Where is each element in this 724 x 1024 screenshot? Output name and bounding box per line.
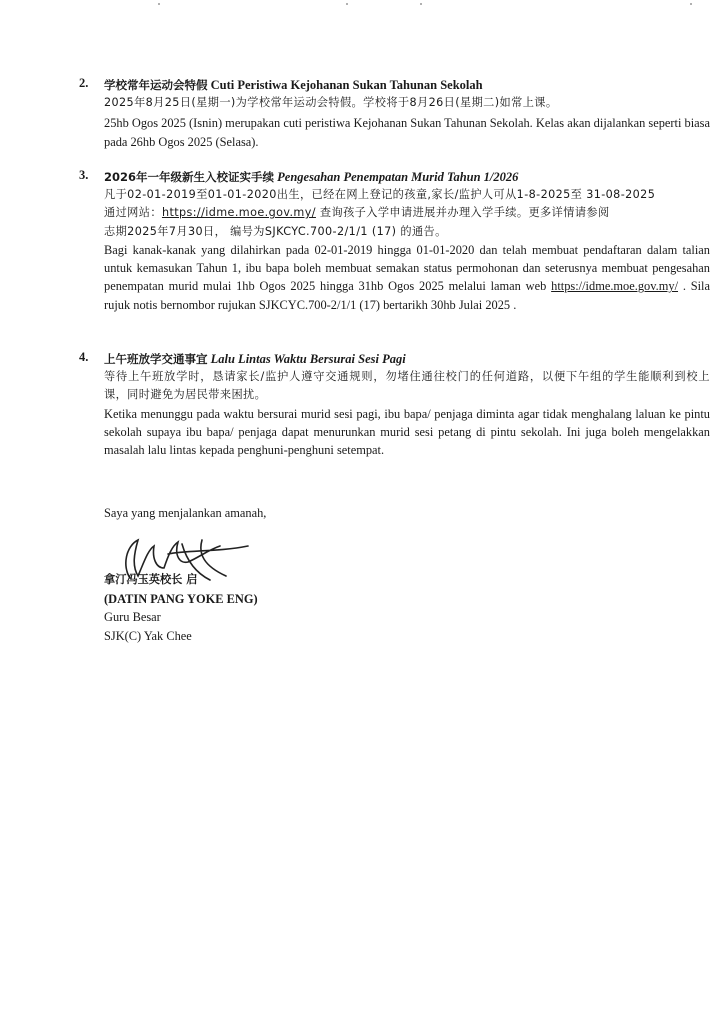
website-link[interactable]: https://idme.moe.gov.my/	[161, 206, 316, 220]
website-link[interactable]: https://idme.moe.gov.my/	[551, 279, 679, 294]
scan-artifact	[690, 3, 692, 5]
paragraph-ms	[104, 241, 710, 314]
section-number: 4.	[79, 350, 89, 364]
section-body	[104, 168, 710, 314]
section-number: 3.	[79, 168, 89, 182]
paragraph-ms: Ketika menunggu pada waktu bersurai murid sesi pagi, ibu bapa/ penjaga diminta agar tidak menghalang laluan ke pintu sekolah supaya ibu bapa/ penjaga dapat menurunkan murid sesi petang di pintu sekolah. Ini juga boleh mengelakkan masalah lalu lintas kepada penghuni-penghuni setempat.	[104, 406, 710, 458]
text: Bagi kanak-kanak yang dilahirkan pada 02-01-2019 hingga 01-01-2020 dan telah membuat pendaftaran dalam talian untuk kemasukan Tahun 1, ibu bapa boleh membuat semakan status permohonan dan seterusnya membuat pengesahan penempatan murid mulai 1hb Ogos 2025 hingga 31hb Ogos 2025 melalui laman web	[104, 242, 710, 294]
text: . Sila rujuk notis bernombor rujukan SJKCYC.700-2/1/1 (17) bertarikh 30hb Julai 2025 .	[104, 279, 710, 312]
paragraph-zh: 2025年8月25日(星期一)为学校常年运动会特假。学校将于8月26日(星期二)如常上课。	[104, 96, 558, 109]
paragraph-ms: 25hb Ogos 2025 (Isnin) merupakan cuti peristiwa Kejohanan Sukan Tahunan Sekolah. Kelas akan dijalankan seperti biasa pada 26hb Ogos 2025 (Selasa).	[104, 116, 710, 149]
section-heading	[104, 168, 710, 186]
section-body	[104, 350, 710, 459]
closing-line: Saya yang menjalankan amanah,	[104, 506, 267, 520]
paragraph-zh-line: 凡于02-01-2019至01-01-2020出生，已经在网上登记的孩童,家长/监护人可从1-8-2025至 31-08-2025	[104, 188, 656, 201]
heading-ms: Cuti Peristiwa Kejohanan Sukan Tahunan Sekolah	[210, 78, 483, 92]
heading-zh: 2026年一年级新生入校证实手续	[104, 170, 275, 184]
signatory-name-en: (DATIN PANG YOKE ENG)	[104, 591, 258, 606]
paragraph-zh-line	[104, 204, 710, 222]
heading-zh: 上午班放学交通事宜	[104, 352, 208, 366]
scan-artifact	[420, 3, 422, 5]
section-number: 2.	[79, 76, 89, 90]
section-heading	[104, 350, 710, 368]
scan-artifact	[158, 3, 160, 5]
signatory-title: Guru Besar	[104, 610, 161, 624]
heading-ms: Pengesahan Penempatan Murid Tahun 1/2026	[277, 170, 519, 184]
text: 通过网站：	[104, 206, 162, 220]
section-body	[104, 76, 710, 151]
paragraph-zh: 等待上午班放学时，恳请家长/监护人遵守交通规则，勿堵住通往校门的任何道路，以便下午组的学生能顺利到校上课，同时避免为居民带来困扰。	[104, 370, 710, 402]
scan-artifact	[346, 3, 348, 5]
text: 查询孩子入学申请进展并办理入学手续。更多详情请参阅	[315, 206, 610, 220]
heading-zh: 学校常年运动会特假	[104, 78, 208, 92]
heading-ms: Lalu Lintas Waktu Bersurai Sesi Pagi	[210, 352, 406, 366]
signatory-school: SJK(C) Yak Chee	[104, 628, 192, 643]
signatory-name-zh: 拿汀冯玉英校长 启	[104, 573, 198, 586]
section-heading	[104, 76, 710, 94]
paragraph-zh-line: 志期2025年7月30日， 编号为SJKCYC.700-2/1/1 (17) 的通告。	[104, 224, 447, 238]
signature-block	[104, 571, 258, 645]
